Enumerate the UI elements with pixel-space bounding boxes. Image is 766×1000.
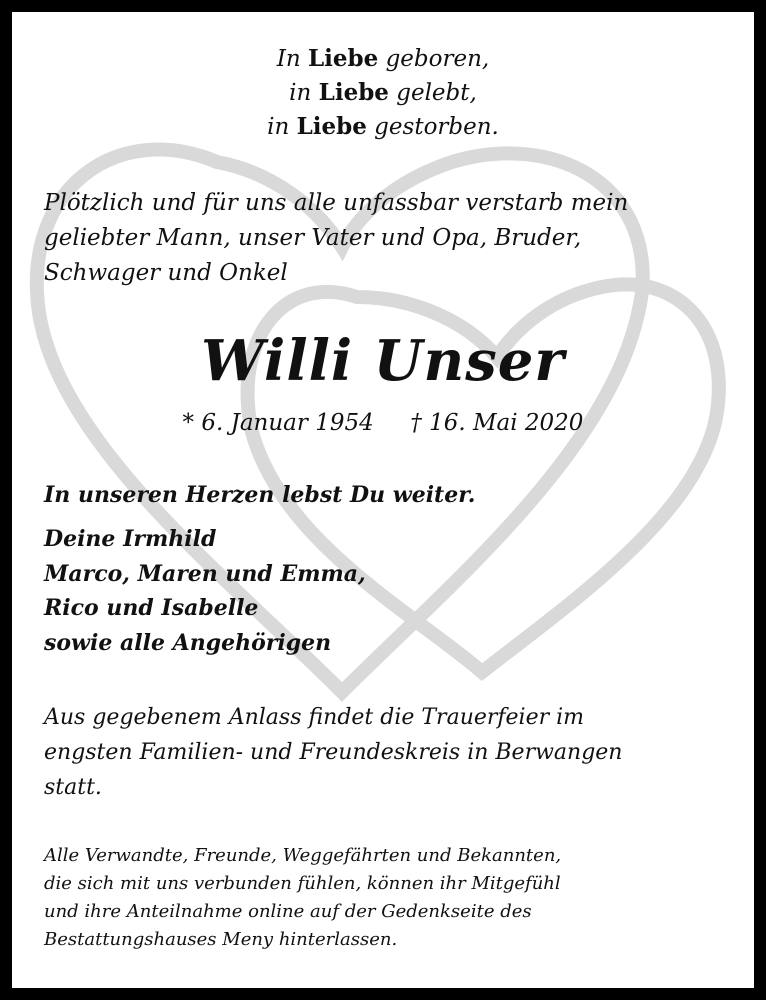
announcement-line: geliebter Mann, unser Vater und Opa, Bruder,: [44, 225, 582, 251]
notice-line: engsten Familien- und Freundeskreis in Berwangen: [44, 740, 623, 765]
poem-text: in: [289, 80, 319, 106]
deceased-name: Willi Unser: [201, 328, 565, 394]
mourner-line: sowie alle Angehörigen: [44, 629, 332, 656]
condolence-line: Bestattungshauses Meny hinterlassen.: [44, 929, 398, 950]
poem-line-2: [12, 76, 754, 110]
announcement-line: Schwager und Onkel: [44, 260, 288, 286]
notice-line: Aus gegebenem Anlass findet die Trauerfeier im: [44, 705, 585, 730]
funeral-notice: [44, 700, 734, 805]
memorial-motto: In unseren Herzen lebst Du weiter.: [44, 482, 476, 508]
poem-emphasis: Liebe: [308, 45, 379, 72]
poem-text: in: [267, 114, 297, 140]
poem-text: gestorben.: [366, 114, 499, 140]
condolence-note: [44, 842, 734, 954]
mourner-line: Deine Irmhild: [44, 526, 217, 552]
opening-poem: [12, 42, 754, 144]
condolence-line: und ihre Anteilnahme online auf der Gedenkseite des: [44, 901, 532, 922]
poem-text: In: [276, 46, 308, 72]
poem-text: gelebt,: [388, 80, 477, 106]
poem-line-1: [12, 42, 754, 76]
notice-line: statt.: [44, 775, 102, 800]
death-announcement: [44, 186, 734, 291]
poem-line-3: [12, 110, 754, 144]
condolence-line: die sich mit uns verbunden fühlen, können ihr Mitgefühl: [44, 873, 561, 894]
mourner-line: Marco, Maren und Emma,: [44, 560, 366, 587]
mourners-list: [44, 522, 744, 660]
condolence-line: Alle Verwandte, Freunde, Weggefährten und Bekannten,: [44, 845, 562, 866]
poem-text: geboren,: [378, 46, 490, 72]
life-dates: * 6. Januar 1954 † 16. Mai 2020: [182, 410, 584, 436]
poem-emphasis: Liebe: [296, 113, 367, 140]
obituary-content: [12, 12, 754, 988]
mourner-line: Rico und Isabelle: [44, 595, 259, 621]
announcement-line: Plötzlich und für uns alle unfassbar verstarb mein: [44, 190, 629, 216]
poem-emphasis: Liebe: [318, 79, 389, 106]
